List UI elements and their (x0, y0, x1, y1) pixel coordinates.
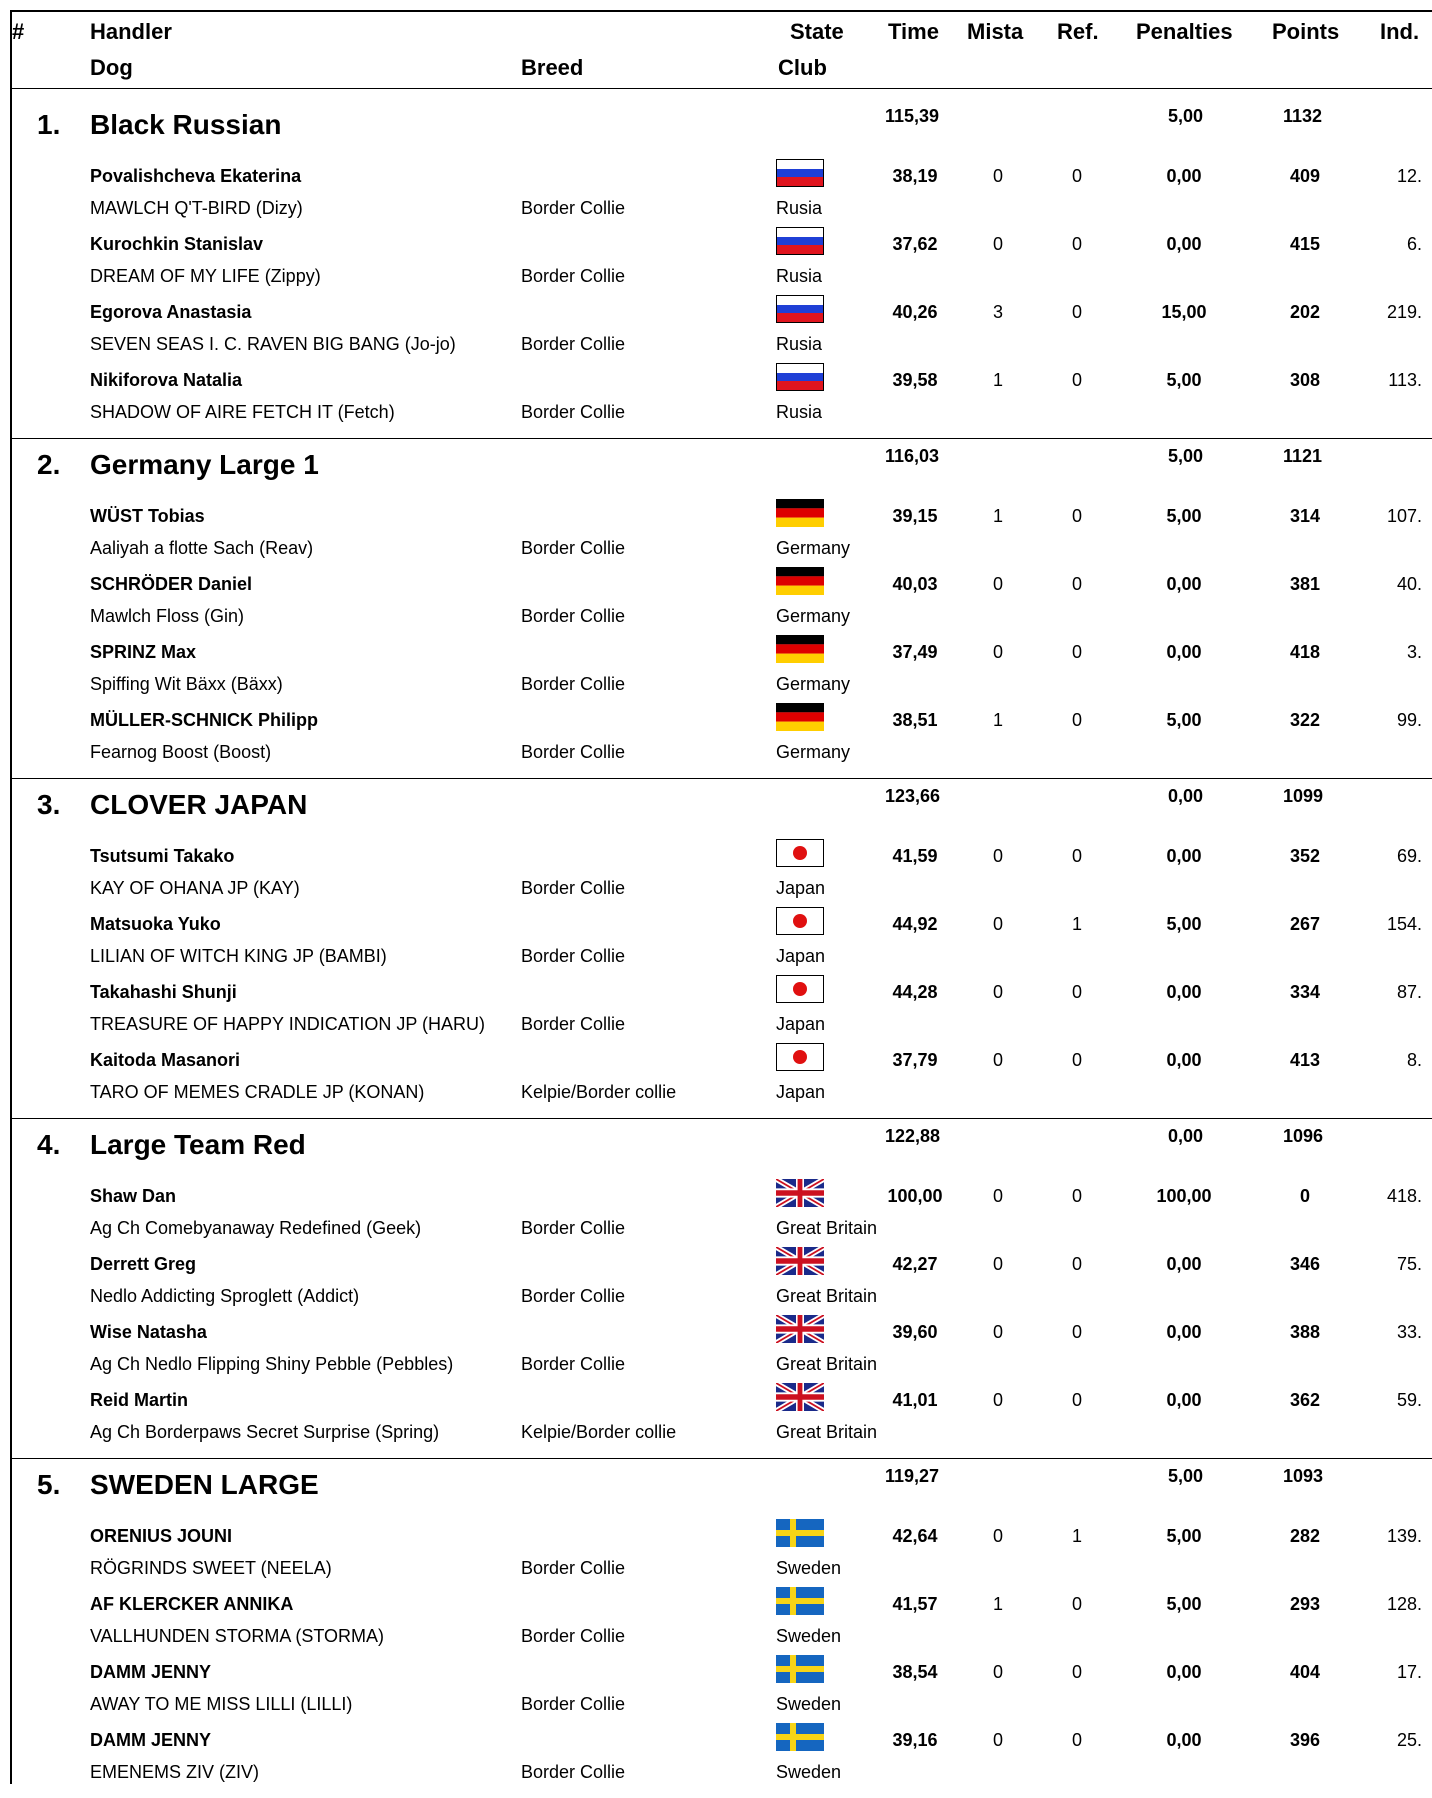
refusals: 0 (1071, 642, 1082, 662)
team-member-row (0, 1661, 1432, 1729)
header-penalties: Penalties (1136, 19, 1233, 44)
header-ref: Ref. (1057, 19, 1099, 44)
team-member-row (0, 845, 1432, 913)
mistakes: 0 (992, 1322, 1003, 1342)
mistakes: 0 (992, 1730, 1003, 1750)
breed: Border Collie (521, 1626, 626, 1646)
team-penalties: 5,00 (1168, 106, 1204, 126)
breed: Kelpie/Border collie (521, 1082, 677, 1102)
team-member-row (0, 233, 1432, 301)
breed: Border Collie (521, 1218, 626, 1238)
team-member-row (0, 1253, 1432, 1321)
header-mista: Mista (967, 19, 1024, 44)
run-time: 100,00 (887, 1186, 943, 1206)
refusals: 0 (1071, 302, 1082, 322)
dog-name: SHADOW OF AIRE FETCH IT (Fetch) (90, 402, 395, 422)
penalties: 0,00 (1166, 166, 1202, 186)
mistakes: 0 (992, 914, 1003, 934)
handler-name: Shaw Dan (90, 1186, 177, 1206)
dog-name: Spiffing Wit Bäxx (Bäxx) (90, 674, 283, 694)
team-points: 1132 (1283, 106, 1323, 126)
breed: Border Collie (521, 1558, 626, 1578)
team-member-row (0, 913, 1432, 981)
points: 267 (1289, 914, 1321, 934)
penalties: 0,00 (1166, 574, 1202, 594)
great-britain-flag-icon (776, 1383, 824, 1411)
breed: Border Collie (521, 878, 626, 898)
dog-name: KAY OF OHANA JP (KAY) (90, 878, 300, 898)
refusals: 0 (1071, 1594, 1082, 1614)
team-divider (12, 1118, 1432, 1119)
run-time: 44,28 (892, 982, 938, 1002)
team-member-row (0, 1593, 1432, 1661)
mistakes: 0 (992, 1390, 1003, 1410)
handler-name: Povalishcheva Ekaterina (90, 166, 302, 186)
germany-flag-icon (776, 703, 824, 731)
country-name: Great Britain (776, 1218, 878, 1238)
penalties: 0,00 (1166, 1322, 1202, 1342)
breed: Border Collie (521, 334, 626, 354)
penalties: 5,00 (1166, 506, 1202, 526)
country-name: Great Britain (776, 1354, 878, 1374)
run-time: 38,54 (892, 1662, 938, 1682)
mistakes: 0 (992, 574, 1003, 594)
team-block-3 (0, 778, 1432, 1118)
breed: Border Collie (521, 946, 626, 966)
run-time: 38,51 (892, 710, 938, 730)
team-name: CLOVER JAPAN (90, 789, 308, 820)
dog-name: Ag Ch Comebyanaway Redefined (Geek) (90, 1218, 422, 1238)
individual-rank: 8. (1406, 1050, 1422, 1070)
breed: Border Collie (521, 742, 626, 762)
country-name: Rusia (776, 266, 823, 286)
russia-flag-icon (776, 295, 824, 323)
country-name: Japan (776, 1082, 826, 1102)
individual-rank: 139. (1386, 1526, 1422, 1546)
great-britain-flag-icon (776, 1247, 824, 1275)
team-rank: 2. (37, 449, 61, 480)
mistakes: 1 (992, 710, 1003, 730)
refusals: 0 (1071, 574, 1082, 594)
refusals: 0 (1071, 370, 1082, 390)
team-divider (12, 438, 1432, 439)
run-time: 39,58 (892, 370, 938, 390)
team-member-row (0, 369, 1432, 437)
individual-rank: 17. (1396, 1662, 1422, 1682)
team-penalties: 5,00 (1168, 1466, 1204, 1486)
mistakes: 0 (992, 1662, 1003, 1682)
individual-rank: 69. (1396, 846, 1422, 866)
individual-rank: 107. (1386, 506, 1422, 526)
individual-rank: 219. (1386, 302, 1422, 322)
points: 282 (1289, 1526, 1321, 1546)
mistakes: 0 (992, 846, 1003, 866)
header-state: State (790, 19, 844, 44)
country-name: Great Britain (776, 1422, 878, 1442)
dog-name: TREASURE OF HAPPY INDICATION JP (HARU) (90, 1014, 486, 1034)
refusals: 0 (1071, 234, 1082, 254)
run-time: 37,49 (892, 642, 938, 662)
points: 404 (1289, 1662, 1321, 1682)
sweden-flag-icon (776, 1519, 824, 1547)
penalties: 0,00 (1166, 642, 1202, 662)
points: 409 (1289, 166, 1321, 186)
team-member-row (0, 573, 1432, 641)
country-name: Sweden (776, 1558, 842, 1578)
mistakes: 0 (992, 1050, 1003, 1070)
individual-rank: 128. (1386, 1594, 1422, 1614)
country-name: Japan (776, 1014, 826, 1034)
penalties: 0,00 (1166, 1050, 1202, 1070)
team-rank: 3. (37, 789, 61, 820)
breed: Border Collie (521, 1694, 626, 1714)
points: 381 (1289, 574, 1321, 594)
handler-name: WÜST Tobias (90, 506, 205, 526)
handler-name: DAMM JENNY (90, 1662, 212, 1682)
refusals: 0 (1071, 1050, 1082, 1070)
individual-rank: 75. (1396, 1254, 1422, 1274)
handler-name: DAMM JENNY (90, 1730, 212, 1750)
penalties: 0,00 (1166, 1662, 1202, 1682)
points: 346 (1289, 1254, 1321, 1274)
country-name: Germany (776, 538, 851, 558)
run-time: 39,15 (892, 506, 938, 526)
russia-flag-icon (776, 159, 824, 187)
run-time: 42,64 (892, 1526, 938, 1546)
refusals: 0 (1071, 846, 1082, 866)
handler-name: Matsuoka Yuko (90, 914, 221, 934)
points: 362 (1289, 1390, 1321, 1410)
penalties: 5,00 (1166, 1526, 1202, 1546)
team-penalties: 0,00 (1168, 1126, 1204, 1146)
run-time: 37,62 (892, 234, 938, 254)
team-rank: 1. (37, 109, 61, 140)
country-name: Sweden (776, 1694, 842, 1714)
mistakes: 0 (992, 166, 1003, 186)
refusals: 0 (1071, 1662, 1082, 1682)
points: 322 (1289, 710, 1321, 730)
individual-rank: 12. (1396, 166, 1422, 186)
handler-name: Reid Martin (90, 1390, 189, 1410)
team-block-1 (0, 98, 1432, 438)
dog-name: Aaliyah a flotte Sach (Reav) (90, 538, 314, 558)
russia-flag-icon (776, 227, 824, 255)
run-time: 41,01 (892, 1390, 938, 1410)
team-rank: 4. (37, 1129, 61, 1160)
breed: Border Collie (521, 402, 626, 422)
team-block-2 (0, 438, 1432, 778)
breed: Border Collie (521, 1354, 626, 1374)
individual-rank: 418. (1386, 1186, 1422, 1206)
great-britain-flag-icon (776, 1315, 824, 1343)
mistakes: 1 (992, 506, 1003, 526)
header-dog: Dog (90, 55, 133, 80)
team-time: 119,27 (885, 1466, 940, 1486)
breed: Border Collie (521, 1014, 626, 1034)
refusals: 0 (1071, 1254, 1082, 1274)
header-hash: # (12, 19, 25, 44)
penalties: 0,00 (1166, 982, 1202, 1002)
run-time: 44,92 (892, 914, 938, 934)
individual-rank: 25. (1396, 1730, 1422, 1750)
penalties: 15,00 (1161, 302, 1207, 322)
country-name: Sweden (776, 1626, 842, 1646)
country-name: Germany (776, 674, 851, 694)
breed: Border Collie (521, 266, 626, 286)
germany-flag-icon (776, 567, 824, 595)
points: 388 (1289, 1322, 1321, 1342)
germany-flag-icon (776, 499, 824, 527)
header-time: Time (888, 19, 939, 44)
mistakes: 0 (992, 1526, 1003, 1546)
header-ind: Ind. (1380, 19, 1420, 44)
points: 308 (1289, 370, 1321, 390)
team-member-row (0, 1185, 1432, 1253)
mistakes: 3 (992, 302, 1003, 322)
handler-name: Tsutsumi Takako (90, 846, 235, 866)
team-penalties: 0,00 (1168, 786, 1204, 806)
team-time: 122,88 (885, 1126, 941, 1146)
country-name: Germany (776, 606, 851, 626)
penalties: 0,00 (1166, 846, 1202, 866)
team-divider (12, 778, 1432, 779)
dog-name: LILIAN OF WITCH KING JP (BAMBI) (90, 946, 387, 966)
team-time: 116,03 (885, 446, 940, 466)
run-time: 40,26 (892, 302, 938, 322)
penalties: 0,00 (1166, 234, 1202, 254)
header-handler: Handler (90, 19, 172, 44)
team-member-row (0, 1389, 1432, 1457)
handler-name: Wise Natasha (90, 1322, 207, 1342)
team-name: Large Team Red (90, 1129, 306, 1160)
handler-name: Takahashi Shunji (90, 982, 237, 1002)
country-name: Japan (776, 946, 826, 966)
header-breed: Breed (521, 55, 584, 80)
breed: Border Collie (521, 198, 626, 218)
handler-name: Derrett Greg (90, 1254, 197, 1274)
team-member-row (0, 1525, 1432, 1593)
team-member-row (0, 165, 1432, 233)
mistakes: 0 (992, 1186, 1003, 1206)
top-border (12, 10, 1432, 12)
refusals: 0 (1071, 166, 1082, 186)
russia-flag-icon (776, 363, 824, 391)
germany-flag-icon (776, 635, 824, 663)
header-divider (12, 88, 1432, 89)
team-member-row (0, 981, 1432, 1049)
breed: Kelpie/Border collie (521, 1422, 677, 1442)
penalties: 0,00 (1166, 1390, 1202, 1410)
individual-rank: 87. (1396, 982, 1422, 1002)
individual-rank: 113. (1388, 370, 1422, 390)
penalties: 5,00 (1166, 710, 1202, 730)
header-points: Points (1272, 19, 1340, 44)
points: 352 (1289, 846, 1321, 866)
refusals: 0 (1071, 710, 1082, 730)
penalties: 0,00 (1166, 1730, 1202, 1750)
handler-name: SPRINZ Max (90, 642, 197, 662)
team-divider (12, 1458, 1432, 1459)
team-member-row (0, 709, 1432, 777)
japan-flag-icon (776, 839, 824, 867)
run-time: 41,57 (892, 1594, 938, 1614)
dog-name: MAWLCH Q'T-BIRD (Dizy) (90, 198, 303, 218)
penalties: 0,00 (1166, 1254, 1202, 1274)
dog-name: RÖGRINDS SWEET (NEELA) (90, 1558, 332, 1578)
japan-flag-icon (776, 1043, 824, 1071)
mistakes: 1 (992, 1594, 1003, 1614)
team-name: Black Russian (90, 109, 282, 140)
penalties: 100,00 (1156, 1186, 1212, 1206)
refusals: 0 (1071, 506, 1082, 526)
penalties: 5,00 (1166, 1594, 1202, 1614)
mistakes: 0 (992, 1254, 1003, 1274)
refusals: 0 (1071, 1186, 1082, 1206)
points: 293 (1289, 1594, 1321, 1614)
country-name: Sweden (776, 1762, 842, 1782)
great-britain-flag-icon (776, 1179, 824, 1207)
points: 202 (1289, 302, 1321, 322)
run-time: 39,16 (892, 1730, 938, 1750)
dog-name: Nedlo Addicting Sproglett (Addict) (90, 1286, 360, 1306)
sweden-flag-icon (776, 1655, 824, 1683)
team-member-row (0, 505, 1432, 573)
sweden-flag-icon (776, 1587, 824, 1615)
breed: Border Collie (521, 606, 626, 626)
individual-rank: 99. (1396, 710, 1422, 730)
refusals: 0 (1071, 1390, 1082, 1410)
country-name: Rusia (776, 198, 823, 218)
penalties: 5,00 (1166, 914, 1202, 934)
team-member-row (0, 1049, 1432, 1117)
points: 0 (1299, 1186, 1310, 1206)
handler-name: Nikiforova Natalia (90, 370, 243, 390)
team-member-row (0, 1729, 1432, 1797)
japan-flag-icon (776, 907, 824, 935)
team-member-row (0, 301, 1432, 369)
team-member-row (0, 641, 1432, 709)
dog-name: EMENEMS ZIV (ZIV) (90, 1762, 260, 1782)
team-name: Germany Large 1 (90, 449, 319, 480)
team-penalties: 5,00 (1168, 446, 1204, 466)
sweden-flag-icon (776, 1723, 824, 1751)
country-name: Great Britain (776, 1286, 878, 1306)
refusals: 0 (1071, 1730, 1082, 1750)
country-name: Rusia (776, 402, 823, 422)
team-points: 1099 (1283, 786, 1324, 806)
team-time: 115,39 (885, 106, 940, 126)
team-block-4 (0, 1118, 1432, 1458)
refusals: 0 (1071, 982, 1082, 1002)
team-points: 1093 (1283, 1466, 1324, 1486)
refusals: 0 (1071, 1322, 1082, 1342)
handler-name: Kaitoda Masanori (90, 1050, 241, 1070)
breed: Border Collie (521, 1762, 626, 1782)
handler-name: MÜLLER-SCHNICK Philipp (90, 710, 318, 730)
dog-name: TARO OF MEMES CRADLE JP (KONAN) (90, 1082, 425, 1102)
run-time: 38,19 (892, 166, 938, 186)
handler-name: ORENIUS JOUNI (90, 1526, 233, 1546)
handler-name: Kurochkin Stanislav (90, 234, 264, 254)
individual-rank: 3. (1406, 642, 1422, 662)
run-time: 39,60 (892, 1322, 938, 1342)
breed: Border Collie (521, 1286, 626, 1306)
country-name: Rusia (776, 334, 823, 354)
japan-flag-icon (776, 975, 824, 1003)
team-name: SWEDEN LARGE (90, 1469, 319, 1500)
breed: Border Collie (521, 538, 626, 558)
team-block-5 (0, 1458, 1432, 1798)
team-points: 1121 (1283, 446, 1323, 466)
mistakes: 1 (992, 370, 1003, 390)
refusals: 1 (1071, 914, 1082, 934)
run-time: 41,59 (892, 846, 938, 866)
individual-rank: 6. (1406, 234, 1422, 254)
dog-name: DREAM OF MY LIFE (Zippy) (90, 266, 321, 286)
team-rank: 5. (37, 1469, 61, 1500)
team-time: 123,66 (885, 786, 941, 806)
handler-name: AF KLERCKER ANNIKA (90, 1594, 294, 1614)
dog-name: VALLHUNDEN STORMA (STORMA) (90, 1626, 385, 1646)
points: 415 (1289, 234, 1321, 254)
dog-name: Ag Ch Nedlo Flipping Shiny Pebble (Pebbles) (90, 1354, 454, 1374)
run-time: 40,03 (892, 574, 938, 594)
team-points: 1096 (1283, 1126, 1324, 1146)
individual-rank: 33. (1396, 1322, 1422, 1342)
mistakes: 0 (992, 982, 1003, 1002)
dog-name: Mawlch Floss (Gin) (90, 606, 245, 626)
mistakes: 0 (992, 642, 1003, 662)
team-member-row (0, 1321, 1432, 1389)
handler-name: SCHRÖDER Daniel (90, 574, 253, 594)
run-time: 42,27 (892, 1254, 938, 1274)
individual-rank: 40. (1396, 574, 1422, 594)
penalties: 5,00 (1166, 370, 1202, 390)
country-name: Germany (776, 742, 851, 762)
country-name: Japan (776, 878, 826, 898)
individual-rank: 154. (1386, 914, 1422, 934)
handler-name: Egorova Anastasia (90, 302, 252, 322)
dog-name: AWAY TO ME MISS LILLI (LILLI) (90, 1694, 353, 1714)
dog-name: Fearnog Boost (Boost) (90, 742, 272, 762)
mistakes: 0 (992, 234, 1003, 254)
breed: Border Collie (521, 674, 626, 694)
run-time: 37,79 (892, 1050, 938, 1070)
points: 396 (1289, 1730, 1321, 1750)
points: 418 (1289, 642, 1321, 662)
dog-name: Ag Ch Borderpaws Secret Surprise (Spring) (90, 1422, 440, 1442)
points: 334 (1289, 982, 1321, 1002)
points: 314 (1289, 506, 1321, 526)
points: 413 (1289, 1050, 1321, 1070)
refusals: 1 (1071, 1526, 1082, 1546)
header-club: Club (778, 55, 827, 80)
individual-rank: 59. (1396, 1390, 1422, 1410)
dog-name: SEVEN SEAS I. C. RAVEN BIG BANG (Jo-jo) (90, 334, 456, 354)
